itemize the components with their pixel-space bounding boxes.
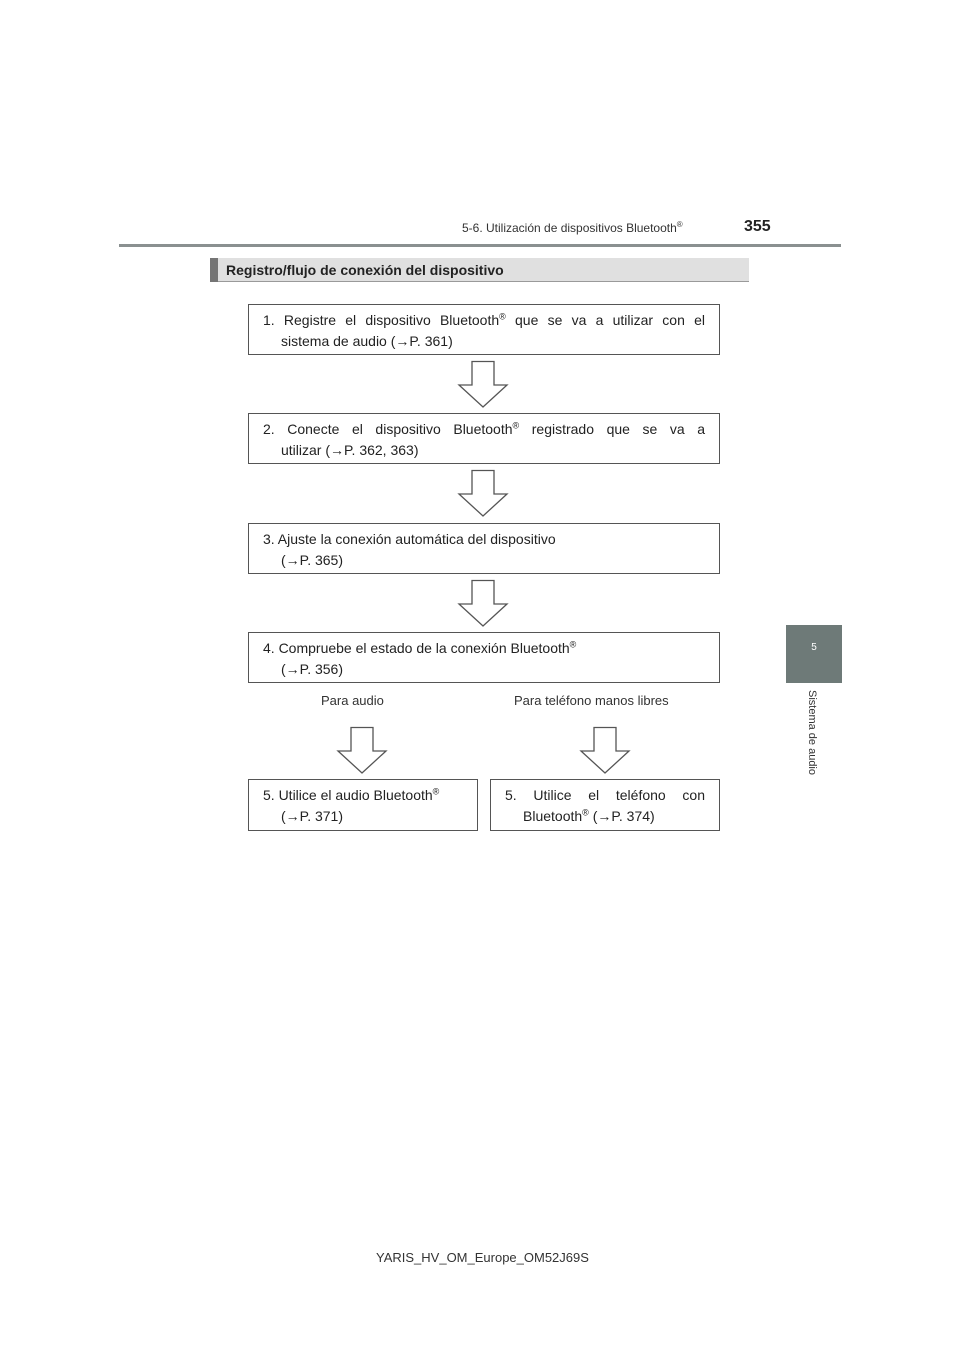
chapter-label: Sistema de audio [806, 690, 818, 775]
step-5-phone-reference: Bluetooth® (→P. 374) [523, 807, 655, 824]
down-arrow-icon [458, 470, 510, 518]
section-heading [210, 258, 749, 282]
chapter-tab [786, 625, 842, 683]
document-code: YARIS_HV_OM_Europe_OM52J69S [376, 1250, 589, 1265]
step-5-phone-box [490, 779, 720, 831]
chapter-number: 5 [811, 642, 817, 653]
step-1-reference: sistema de audio (→P. 361) [281, 333, 453, 349]
header-divider [119, 244, 841, 247]
step-5-audio-box: 5. Utilice el audio Bluetooth® (→P. 371) [248, 779, 478, 831]
step-5-audio-reference: (→P. 371) [281, 808, 343, 824]
step-3-reference: (→P. 365) [281, 552, 343, 568]
step-1-box: 1. Registre el dispositivo Bluetooth® que se va a utilizar con el sistema de audio (→P. 361) [248, 304, 720, 355]
step-2-box: 2. Conecte el dispositivo Bluetooth® registrado que se va a utilizar (→P. 362, 363) [248, 413, 720, 464]
down-arrow-icon [458, 580, 510, 628]
branch-phone-label: Para teléfono manos libres [514, 693, 669, 708]
section-heading-marker [210, 258, 218, 282]
step-5-audio-text: 5. Utilice el audio Bluetooth [263, 787, 433, 803]
down-arrow-icon [458, 361, 510, 409]
section-title: 5-6. Utilización de dispositivos Bluetooth® [462, 220, 683, 235]
step-5-phone-text: 5. Utilice el teléfono con [505, 787, 705, 803]
step-2-reference: utilizar (→P. 362, 363) [281, 442, 419, 458]
step-4-reference: (→P. 356) [281, 661, 343, 677]
step-2-text-b: registrado que se va a [519, 421, 705, 437]
down-arrow-icon [337, 727, 389, 775]
step-3-text-a: 3. Ajuste la conexión automática del dispositivo [263, 531, 556, 547]
step-1-text-a: 1. Registre el dispositivo Bluetooth [263, 312, 500, 328]
branch-audio-label: Para audio [321, 693, 384, 708]
step-4-box: 4. Compruebe el estado de la conexión Bluetooth® (→P. 356) [248, 632, 720, 683]
step-3-box [248, 523, 720, 574]
step-1-text-b: que se va a utilizar con el [505, 312, 705, 328]
section-heading-text: Registro/flujo de conexión del dispositivo [226, 262, 504, 278]
down-arrow-icon [580, 727, 632, 775]
step-2-text-a: 2. Conecte el dispositivo Bluetooth [263, 421, 513, 437]
step-4-text-a: 4. Compruebe el estado de la conexión Bluetooth [263, 640, 570, 656]
page-number: 355 [744, 218, 771, 235]
